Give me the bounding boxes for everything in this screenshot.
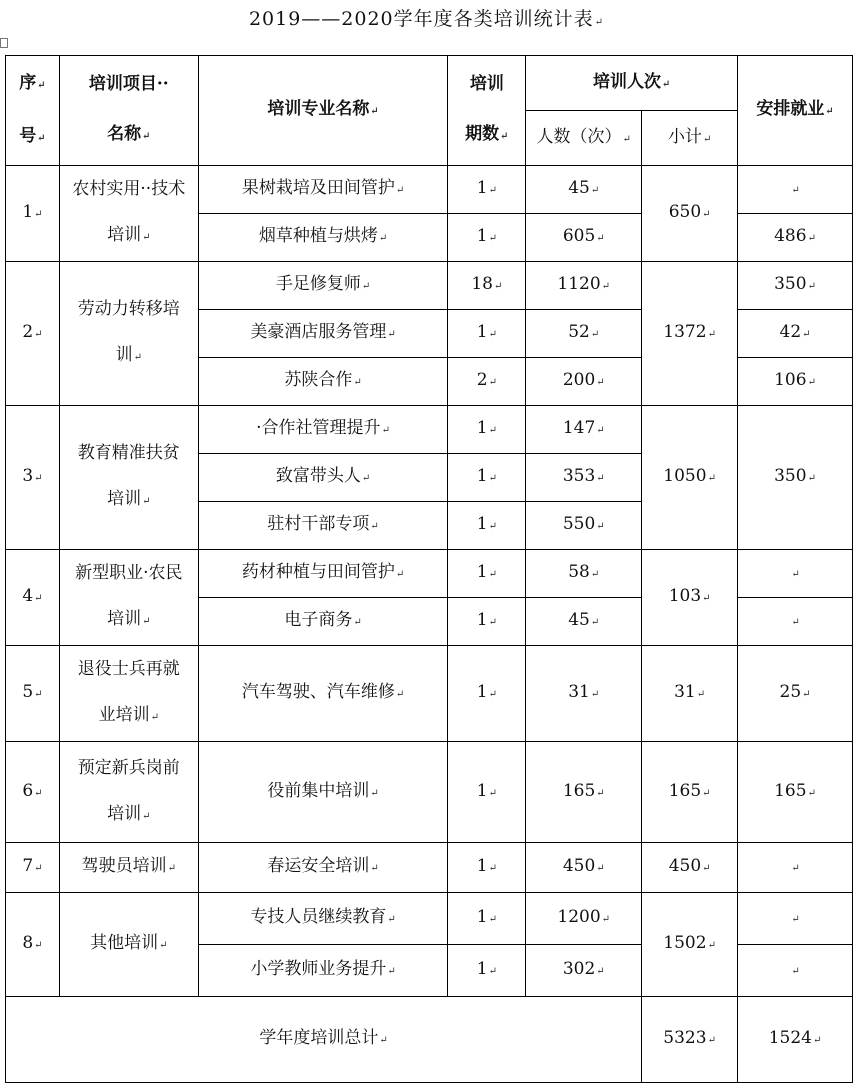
row-project-name [59, 742, 198, 843]
row-periods [448, 310, 526, 358]
row-subtotal-text: 1502 ↵ [663, 933, 716, 953]
row-employment [738, 406, 853, 550]
row-count [526, 742, 642, 843]
row-employment-text [790, 178, 799, 198]
row-major-text: ·合作社管理提升 ↵ [256, 418, 390, 438]
row-count-text: 165 ↵ [563, 781, 605, 801]
header-count: 人数（次） ↵ [526, 111, 642, 166]
row-major [198, 454, 448, 502]
row-major [198, 358, 448, 406]
row-project-name-text: 劳动力转移培训 ↵ [78, 299, 180, 365]
row-periods [448, 550, 526, 598]
row-major-text: 小学教师业务提升 ↵ [250, 959, 395, 979]
row-major [198, 945, 448, 997]
header-major: 培训专业名称 ↵ [198, 56, 448, 166]
row-employment-text: 106 ↵ [774, 370, 816, 390]
row-employment-text [790, 959, 799, 979]
row-employment-text [790, 562, 799, 582]
row-project-name-text: 其他培训 ↵ [90, 933, 167, 953]
row-seq-text: 7 ↵ [22, 856, 42, 876]
row-major [198, 843, 448, 893]
table-row [6, 262, 853, 310]
row-count [526, 945, 642, 997]
row-subtotal [642, 550, 738, 646]
row-periods [448, 843, 526, 893]
row-employment-text [790, 856, 799, 876]
row-project-name [59, 406, 198, 550]
row-periods [448, 945, 526, 997]
row-employment [738, 945, 853, 997]
header-subtotal: 小计 ↵ [642, 111, 738, 166]
row-employment [738, 893, 853, 945]
row-count [526, 358, 642, 406]
training-stats-table [5, 55, 853, 1083]
total-employment-text: 1524 ↵ [769, 1028, 822, 1048]
row-employment-text: 350 ↵ [774, 466, 816, 486]
row-count-text: 147 ↵ [563, 418, 605, 438]
row-count [526, 406, 642, 454]
total-persons-text: 5323 ↵ [663, 1028, 716, 1048]
row-periods [448, 406, 526, 454]
row-count-text: 353 ↵ [563, 466, 605, 486]
row-major [198, 310, 448, 358]
row-employment [738, 262, 853, 310]
total-persons [642, 997, 738, 1083]
header-employment: 安排就业 ↵ [738, 56, 853, 166]
table-anchor-icon [0, 38, 8, 48]
row-employment-text: 165 ↵ [774, 781, 816, 801]
row-count-text: 45 ↵ [568, 178, 599, 198]
row-major [198, 598, 448, 646]
row-employment [738, 166, 853, 214]
row-employment-text: 486 ↵ [774, 226, 816, 246]
row-count-text: 302 ↵ [563, 959, 605, 979]
table-row [6, 646, 853, 742]
row-seq [6, 893, 60, 997]
row-count-text: 1120 ↵ [557, 274, 610, 294]
row-periods-text: 1 ↵ [477, 682, 497, 702]
row-count-text: 450 ↵ [563, 856, 605, 876]
row-project-name [59, 166, 198, 262]
header-periods: 培训 期数 ↵ [448, 56, 526, 166]
row-subtotal-text: 1372 ↵ [663, 322, 716, 342]
total-row [6, 997, 853, 1083]
page-title: 2019——2020学年度各类培训统计表 ↵ [0, 4, 853, 31]
row-major-text: 汽车驾驶、汽车维修 ↵ [242, 682, 404, 702]
row-major [198, 550, 448, 598]
row-major [198, 214, 448, 262]
row-employment [738, 358, 853, 406]
row-major-text: 手足修复师 ↵ [276, 274, 370, 294]
row-count [526, 598, 642, 646]
row-count-text: 200 ↵ [563, 370, 605, 390]
table-row [6, 893, 853, 945]
row-seq [6, 262, 60, 406]
row-project-name-text: 教育精准扶贫培训 ↵ [78, 443, 180, 509]
row-periods [448, 893, 526, 945]
row-count-text: 1200 ↵ [557, 907, 610, 927]
row-subtotal-text: 450 ↵ [669, 856, 711, 876]
row-project-name-text: 农村实用··技术培训 ↵ [72, 179, 185, 245]
row-count-text: 52 ↵ [568, 322, 599, 342]
row-periods [448, 502, 526, 550]
row-periods-text: 2 ↵ [477, 370, 497, 390]
row-periods-text: 1 ↵ [477, 781, 497, 801]
row-project-name-text: 驾驶员培训 ↵ [82, 856, 176, 876]
total-label-text: 学年度培训总计 ↵ [259, 1028, 387, 1048]
row-major [198, 166, 448, 214]
row-employment-text: 25 ↵ [780, 682, 811, 702]
row-count [526, 166, 642, 214]
row-seq-text: 2 ↵ [22, 322, 42, 342]
row-periods-text: 1 ↵ [477, 178, 497, 198]
row-periods-text: 1 ↵ [477, 226, 497, 246]
table-row [6, 843, 853, 893]
row-count [526, 502, 642, 550]
row-count-text: 31 ↵ [568, 682, 599, 702]
row-employment [738, 742, 853, 843]
row-subtotal [642, 166, 738, 262]
row-subtotal-text: 165 ↵ [669, 781, 711, 801]
row-employment [738, 598, 853, 646]
row-count-text: 45 ↵ [568, 610, 599, 630]
row-subtotal [642, 646, 738, 742]
row-count-text: 58 ↵ [568, 562, 599, 582]
row-count [526, 454, 642, 502]
row-major-text: 美豪酒店服务管理 ↵ [250, 322, 395, 342]
row-seq-text: 5 ↵ [22, 682, 42, 702]
row-major [198, 406, 448, 454]
row-seq [6, 550, 60, 646]
row-project-name [59, 550, 198, 646]
row-subtotal-text: 650 ↵ [669, 202, 711, 222]
row-seq [6, 843, 60, 893]
row-project-name-text: 退役士兵再就业培训 ↵ [78, 659, 180, 725]
row-subtotal [642, 893, 738, 997]
row-count [526, 262, 642, 310]
total-employment [738, 997, 853, 1083]
row-seq-text: 8 ↵ [22, 933, 42, 953]
row-project-name [59, 262, 198, 406]
row-major-text: 致富带头人 ↵ [276, 466, 370, 486]
row-major-text: 果树栽培及田间管护 ↵ [242, 178, 404, 198]
table-row [6, 166, 853, 214]
row-project-name [59, 646, 198, 742]
header-seq: 序 ↵ 号 ↵ [6, 56, 60, 166]
row-seq [6, 646, 60, 742]
row-count [526, 646, 642, 742]
row-employment-text: 42 ↵ [780, 322, 811, 342]
row-periods-text: 1 ↵ [477, 856, 497, 876]
row-project-name-text: 新型职业·农民培训 ↵ [75, 563, 182, 629]
row-count [526, 843, 642, 893]
row-periods [448, 598, 526, 646]
row-periods [448, 358, 526, 406]
row-seq-text: 3 ↵ [22, 466, 42, 486]
header-persons: 培训人次 ↵ [526, 56, 738, 111]
row-major-text: 春运安全培训 ↵ [267, 856, 378, 876]
row-employment-text: 350 ↵ [774, 274, 816, 294]
row-project-name-text: 预定新兵岗前培训 ↵ [78, 758, 180, 824]
row-employment [738, 843, 853, 893]
row-periods-text: 18 ↵ [471, 274, 502, 294]
header-project: 培训项目·· 名称 ↵ [59, 56, 198, 166]
row-periods [448, 166, 526, 214]
row-seq-text: 6 ↵ [22, 781, 42, 801]
row-employment [738, 310, 853, 358]
row-seq [6, 166, 60, 262]
row-major-text: 专技人员继续教育 ↵ [250, 907, 395, 927]
table-row [6, 550, 853, 598]
row-major-text: 烟草种植与烘烤 ↵ [259, 226, 387, 246]
row-periods-text: 1 ↵ [477, 322, 497, 342]
row-major [198, 893, 448, 945]
row-periods [448, 214, 526, 262]
row-employment [738, 550, 853, 598]
row-seq-text: 4 ↵ [22, 586, 42, 606]
row-count [526, 550, 642, 598]
row-seq-text: 1 ↵ [22, 202, 42, 222]
row-employment [738, 646, 853, 742]
row-periods [448, 454, 526, 502]
row-count-text: 550 ↵ [563, 514, 605, 534]
row-subtotal [642, 843, 738, 893]
row-employment-text [790, 907, 799, 927]
row-major-text: 苏陕合作 ↵ [284, 370, 361, 390]
row-project-name [59, 843, 198, 893]
table-row [6, 406, 853, 454]
row-periods-text: 1 ↵ [477, 562, 497, 582]
row-subtotal [642, 262, 738, 406]
row-employment-text [790, 610, 799, 630]
row-periods-text: 1 ↵ [477, 959, 497, 979]
row-periods-text: 1 ↵ [477, 466, 497, 486]
row-periods [448, 646, 526, 742]
row-periods-text: 1 ↵ [477, 907, 497, 927]
row-major-text: 役前集中培训 ↵ [267, 781, 378, 801]
row-subtotal-text: 103 ↵ [669, 586, 711, 606]
row-major [198, 262, 448, 310]
row-subtotal [642, 742, 738, 843]
total-label [6, 997, 642, 1083]
row-major-text: 电子商务 ↵ [284, 610, 361, 630]
row-seq [6, 742, 60, 843]
row-count [526, 893, 642, 945]
row-subtotal-text: 31 ↵ [674, 682, 705, 702]
row-major-text: 驻村干部专项 ↵ [267, 514, 378, 534]
row-major [198, 646, 448, 742]
row-subtotal [642, 406, 738, 550]
row-periods-text: 1 ↵ [477, 610, 497, 630]
row-count-text: 605 ↵ [563, 226, 605, 246]
row-seq [6, 406, 60, 550]
row-major-text: 药材种植与田间管护 ↵ [242, 562, 404, 582]
row-major [198, 742, 448, 843]
row-periods-text: 1 ↵ [477, 514, 497, 534]
row-periods [448, 742, 526, 843]
row-count [526, 310, 642, 358]
row-project-name [59, 893, 198, 997]
row-subtotal-text: 1050 ↵ [663, 466, 716, 486]
row-count [526, 214, 642, 262]
row-periods [448, 262, 526, 310]
row-employment [738, 214, 853, 262]
row-major [198, 502, 448, 550]
table-row [6, 742, 853, 843]
row-periods-text: 1 ↵ [477, 418, 497, 438]
